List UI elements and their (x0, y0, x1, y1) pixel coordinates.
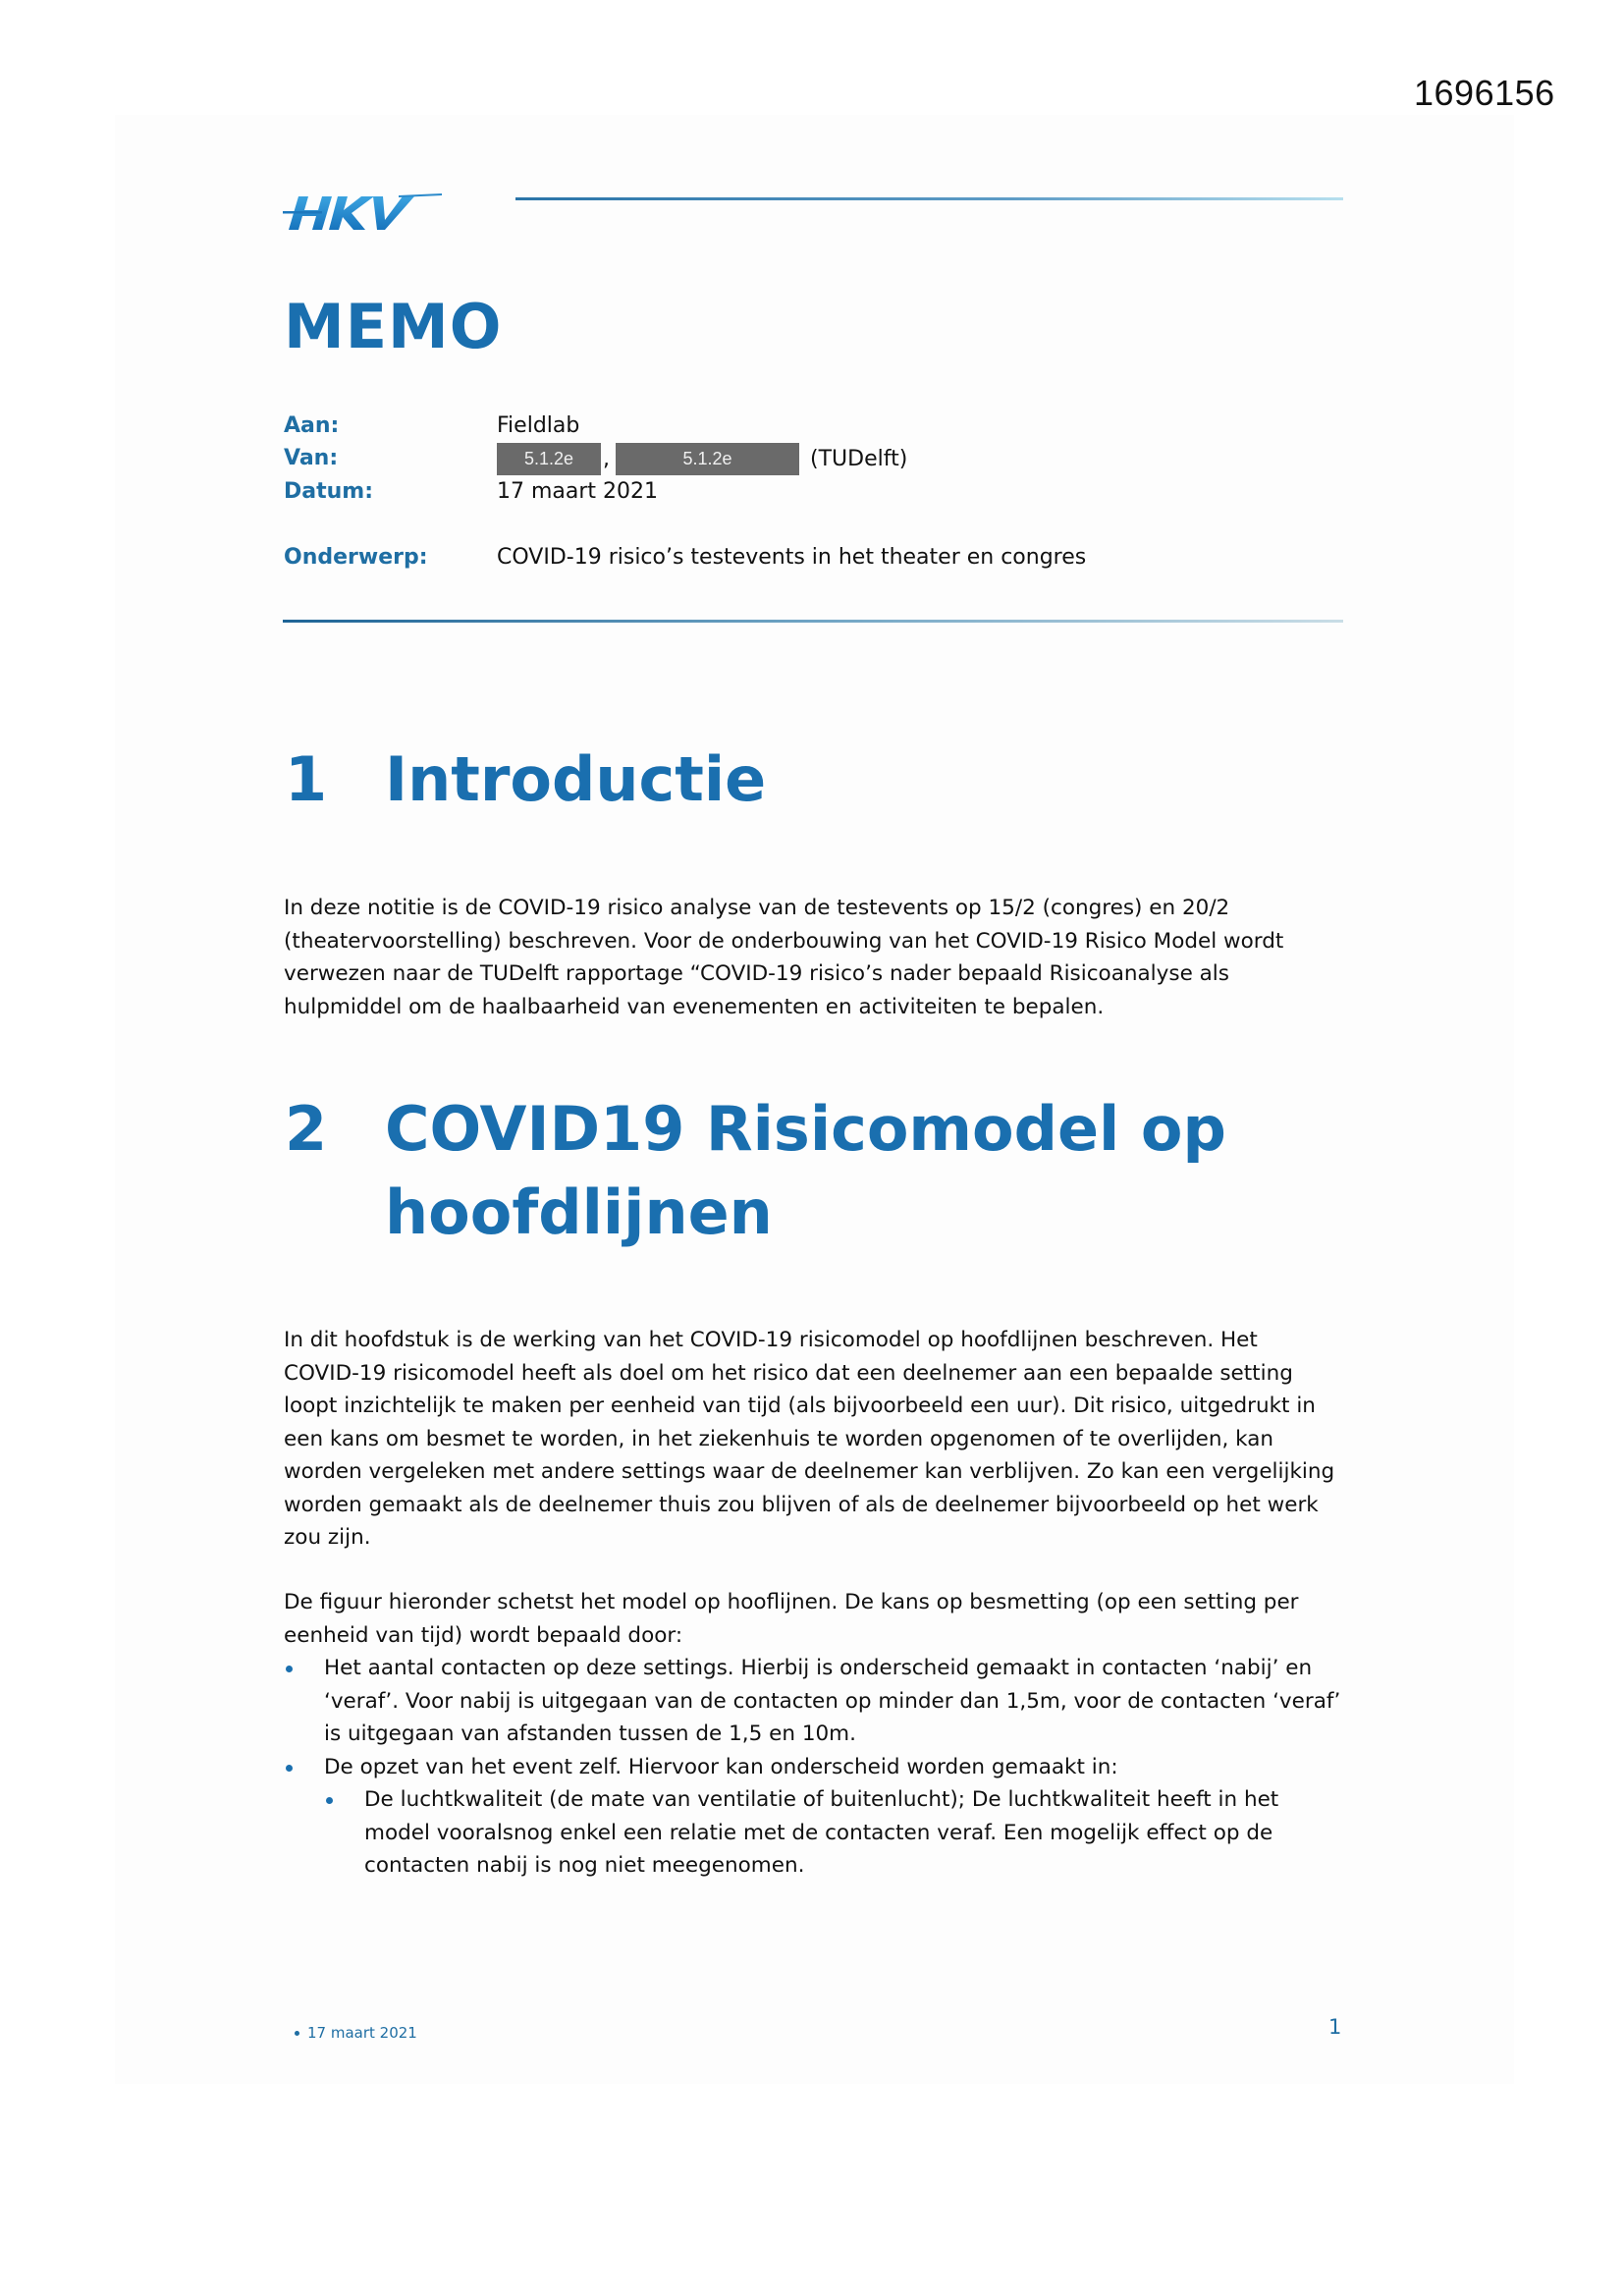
section-1-paragraph (284, 892, 1354, 1023)
meta-date-value: 17 maart 2021 (497, 479, 659, 504)
section-1-title: Introductie (385, 743, 767, 815)
redacted-name-2: 5.1.2e (616, 443, 799, 475)
meta-to-value: Fieldlab (497, 413, 580, 438)
memo-title: MEMO (284, 291, 503, 362)
text-line: In dit hoofdstuk is de werking van het COVID-19 risicomodel op hoofdlijnen beschreven. Het (284, 1328, 1258, 1352)
redacted-name-1: 5.1.2e (497, 443, 601, 475)
meta-from-label: Van: (284, 446, 339, 470)
text-line: De figuur hieronder schetst het model op hooflijnen. De kans op besmetting (op een setting per (284, 1590, 1299, 1614)
text-line: loopt inzichtelijk te maken per eenheid van tijd (als bijvoorbeeld een uur). Dit risico, uitgedrukt in (284, 1394, 1316, 1418)
text-line: hulpmiddel om de haalbaarheid van evenementen en activiteiten te bepalen. (284, 994, 1105, 1019)
section-2-title-line-2: hoofdlijnen (385, 1176, 773, 1248)
meta-from-value (497, 443, 907, 475)
sub-bullet-item-air-quality (324, 1783, 1365, 1883)
footer-date (295, 2024, 417, 2042)
document-id: 1696156 (1414, 73, 1555, 113)
page-number: 1 (1328, 2015, 1342, 2039)
text-line: verwezen naar de TUDelft rapportage “COVID-19 risico’s nader bepaald Risicoanalyse als (284, 961, 1229, 986)
bullet-icon (286, 1666, 293, 1672)
header-rule (515, 197, 1343, 200)
section-2-paragraph-2 (284, 1586, 1354, 1652)
bullet-icon (295, 2031, 299, 2036)
section-2-title-line-1: COVID19 Risicomodel op (385, 1093, 1226, 1165)
text-line: worden gemaakt als de deelnemer thuis zou blijven of als de deelnemer bijvoorbeeld op het werk (284, 1492, 1319, 1517)
text-line: een kans om besmet te worden, in het ziekenhuis te worden opgenomen of te overlijden, kan (284, 1426, 1274, 1451)
text-line: De opzet van het event zelf. Hiervoor kan onderscheid worden gemaakt in: (324, 1755, 1118, 1779)
text-line: (theatervoorstelling) beschreven. Voor de onderbouwing van het COVID-19 Risico Model wordt (284, 928, 1284, 954)
text-line: eenheid van tijd) wordt bepaald door: (284, 1622, 683, 1648)
header-bottom-rule (283, 620, 1343, 623)
text-line: In deze notitie is de COVID-19 risico analyse van de testevents op 15/2 (congres) en 20/2 (284, 896, 1230, 920)
text-line: Het aantal contacten op deze settings. Hierbij is onderscheid gemaakt in contacten ‘nabij’ en (324, 1656, 1313, 1680)
text-line: contacten nabij is nog niet meegenomen. (364, 1853, 805, 1878)
from-organisation: (TUDelft) (810, 446, 908, 471)
bullet-icon (326, 1797, 333, 1804)
footer-date-text: 17 maart 2021 (307, 2024, 417, 2042)
text-line: model vooralsnog enkel een relatie met de contacten veraf. Een mogelijk effect op de (364, 1820, 1273, 1845)
bullet-item-contacts (284, 1652, 1364, 1751)
bullet-item-event-setup (284, 1751, 1364, 1784)
meta-subject-value: COVID-19 risico’s testevents in het theater en congres (497, 545, 1087, 570)
text-line: De luchtkwaliteit (de mate van ventilatie of buitenlucht); De luchtkwaliteit heeft in het (364, 1787, 1279, 1812)
text-line: worden vergeleken met andere settings waar de deelnemer kan verblijven. Zo kan een vergelijking (284, 1459, 1335, 1484)
from-separator: , (603, 446, 610, 471)
meta-to-label: Aan: (284, 413, 340, 438)
hkv-logo-icon (283, 192, 442, 234)
text-line: is uitgegaan van afstanden tussen de 1,5 en 10m. (324, 1722, 856, 1746)
bullet-icon (286, 1765, 293, 1772)
text-line: zou zijn. (284, 1525, 371, 1550)
section-2-paragraph-1 (284, 1324, 1354, 1555)
meta-date-label: Datum: (284, 479, 374, 504)
section-2-number: 2 (285, 1093, 328, 1165)
section-1-number: 1 (285, 743, 328, 815)
meta-subject-label: Onderwerp: (284, 545, 428, 570)
text-line: ‘veraf’. Voor nabij is uitgegaan van de contacten op minder dan 1,5m, voor de contacten ‘veraf’ (324, 1688, 1341, 1714)
text-line: COVID-19 risicomodel heeft als doel om het risico dat een deelnemer aan een bepaalde setting (284, 1360, 1293, 1386)
